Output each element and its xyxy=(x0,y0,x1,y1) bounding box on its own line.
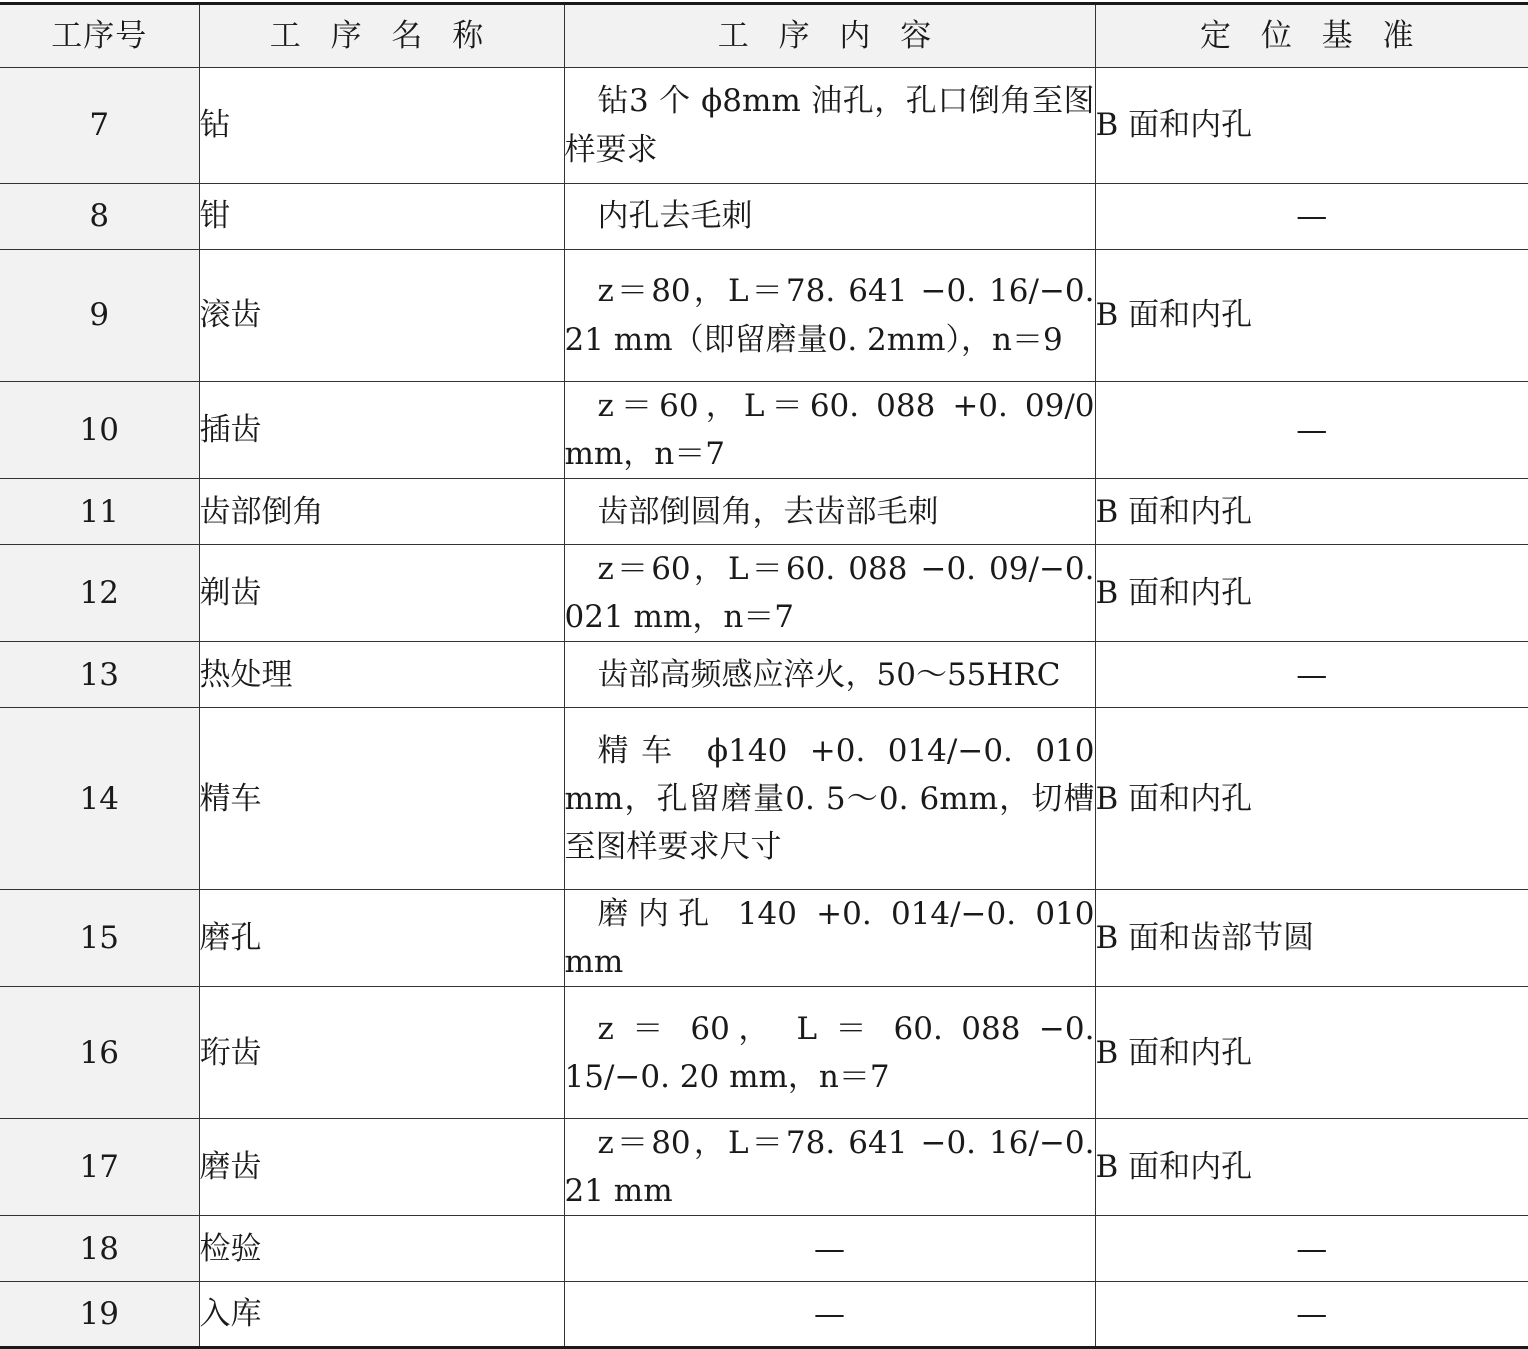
table-row xyxy=(0,184,1528,250)
step-datum: B 面和齿部节圆 xyxy=(1095,890,1528,987)
step-no: 13 xyxy=(0,642,199,708)
step-no: 12 xyxy=(0,545,199,642)
table-row xyxy=(0,987,1528,1119)
step-name: 剃齿 xyxy=(199,545,564,642)
table-row xyxy=(0,708,1528,890)
step-no: 8 xyxy=(0,184,199,250)
step-content xyxy=(564,890,1095,987)
header-step-no: 工序号 xyxy=(0,4,199,68)
step-content: — xyxy=(564,1282,1095,1348)
header-step-name: 工 序 名 称 xyxy=(199,4,564,68)
step-name: 齿部倒角 xyxy=(199,479,564,545)
step-datum: B 面和内孔 xyxy=(1095,68,1528,184)
process-table xyxy=(0,2,1528,1349)
step-no: 18 xyxy=(0,1216,199,1282)
step-name: 插齿 xyxy=(199,382,564,479)
step-content-text: 磨内孔 140 +0. 014/−0. 010 mm xyxy=(564,896,1095,981)
step-name: 滚齿 xyxy=(199,250,564,382)
table-row xyxy=(0,545,1528,642)
step-content xyxy=(564,250,1095,382)
step-content-text: z ＝ 60， L ＝ 60. 088 −0. 15/−0. 20 mm，n＝7 xyxy=(564,1010,1095,1095)
step-content-text: 齿部倒圆角，去齿部毛刺 xyxy=(597,493,939,530)
header-datum: 定 位 基 准 xyxy=(1095,4,1528,68)
step-content-text: 钻3 个 ϕ8mm 油孔，孔口倒角至图样要求 xyxy=(564,83,1095,168)
step-content: — xyxy=(564,1216,1095,1282)
step-name: 磨孔 xyxy=(199,890,564,987)
table-row xyxy=(0,382,1528,479)
step-datum: B 面和内孔 xyxy=(1095,1119,1528,1216)
table-row xyxy=(0,1216,1528,1282)
step-datum: B 面和内孔 xyxy=(1095,708,1528,890)
step-name: 精车 xyxy=(199,708,564,890)
step-content-text: z＝60，L＝60. 088 −0. 09/−0. 021 mm，n＝7 xyxy=(564,551,1095,636)
step-name: 钳 xyxy=(199,184,564,250)
step-content xyxy=(564,987,1095,1119)
step-name: 磨齿 xyxy=(199,1119,564,1216)
step-content-text: 内孔去毛刺 xyxy=(597,198,753,235)
table-header xyxy=(0,4,1528,68)
step-datum: — xyxy=(1095,184,1528,250)
step-content-text: z＝60，L＝60. 088 +0. 09/0 mm，n＝7 xyxy=(564,388,1095,473)
step-datum: — xyxy=(1095,1216,1528,1282)
header-row xyxy=(0,4,1528,68)
step-datum: B 面和内孔 xyxy=(1095,250,1528,382)
step-no: 11 xyxy=(0,479,199,545)
step-content xyxy=(564,68,1095,184)
step-content-text: 齿部高频感应淬火，50～55HRC xyxy=(597,656,1061,693)
step-no: 15 xyxy=(0,890,199,987)
step-datum: B 面和内孔 xyxy=(1095,479,1528,545)
step-datum: B 面和内孔 xyxy=(1095,545,1528,642)
table-row xyxy=(0,68,1528,184)
step-content xyxy=(564,642,1095,708)
table-row xyxy=(0,890,1528,987)
step-no: 16 xyxy=(0,987,199,1119)
step-name: 钻 xyxy=(199,68,564,184)
step-no: 10 xyxy=(0,382,199,479)
step-datum: — xyxy=(1095,642,1528,708)
step-content-text: 精车 ϕ140 +0. 014/−0. 010 mm，孔留磨量0. 5～0. 6mm，切槽至图样要求尺寸 xyxy=(564,732,1095,865)
table-row xyxy=(0,642,1528,708)
step-no: 17 xyxy=(0,1119,199,1216)
step-no: 7 xyxy=(0,68,199,184)
step-content-text: z＝80，L＝78. 641 −0. 16/−0. 21 mm xyxy=(564,1125,1095,1210)
step-content xyxy=(564,708,1095,890)
step-name: 珩齿 xyxy=(199,987,564,1119)
step-content xyxy=(564,479,1095,545)
step-datum: — xyxy=(1095,1282,1528,1348)
header-step-content: 工 序 内 容 xyxy=(564,4,1095,68)
table-row xyxy=(0,1119,1528,1216)
table-row xyxy=(0,479,1528,545)
step-datum: B 面和内孔 xyxy=(1095,987,1528,1119)
table-body xyxy=(0,68,1528,1348)
step-no: 9 xyxy=(0,250,199,382)
step-content xyxy=(564,1119,1095,1216)
step-no: 19 xyxy=(0,1282,199,1348)
step-no: 14 xyxy=(0,708,199,890)
table-row xyxy=(0,1282,1528,1348)
step-datum: — xyxy=(1095,382,1528,479)
table-row xyxy=(0,250,1528,382)
step-name: 入库 xyxy=(199,1282,564,1348)
step-name: 检验 xyxy=(199,1216,564,1282)
step-content-text: z＝80，L＝78. 641 −0. 16/−0. 21 mm（即留磨量0. 2mm），n＝9 xyxy=(564,273,1095,358)
step-content xyxy=(564,382,1095,479)
step-content xyxy=(564,545,1095,642)
step-content xyxy=(564,184,1095,250)
step-name: 热处理 xyxy=(199,642,564,708)
